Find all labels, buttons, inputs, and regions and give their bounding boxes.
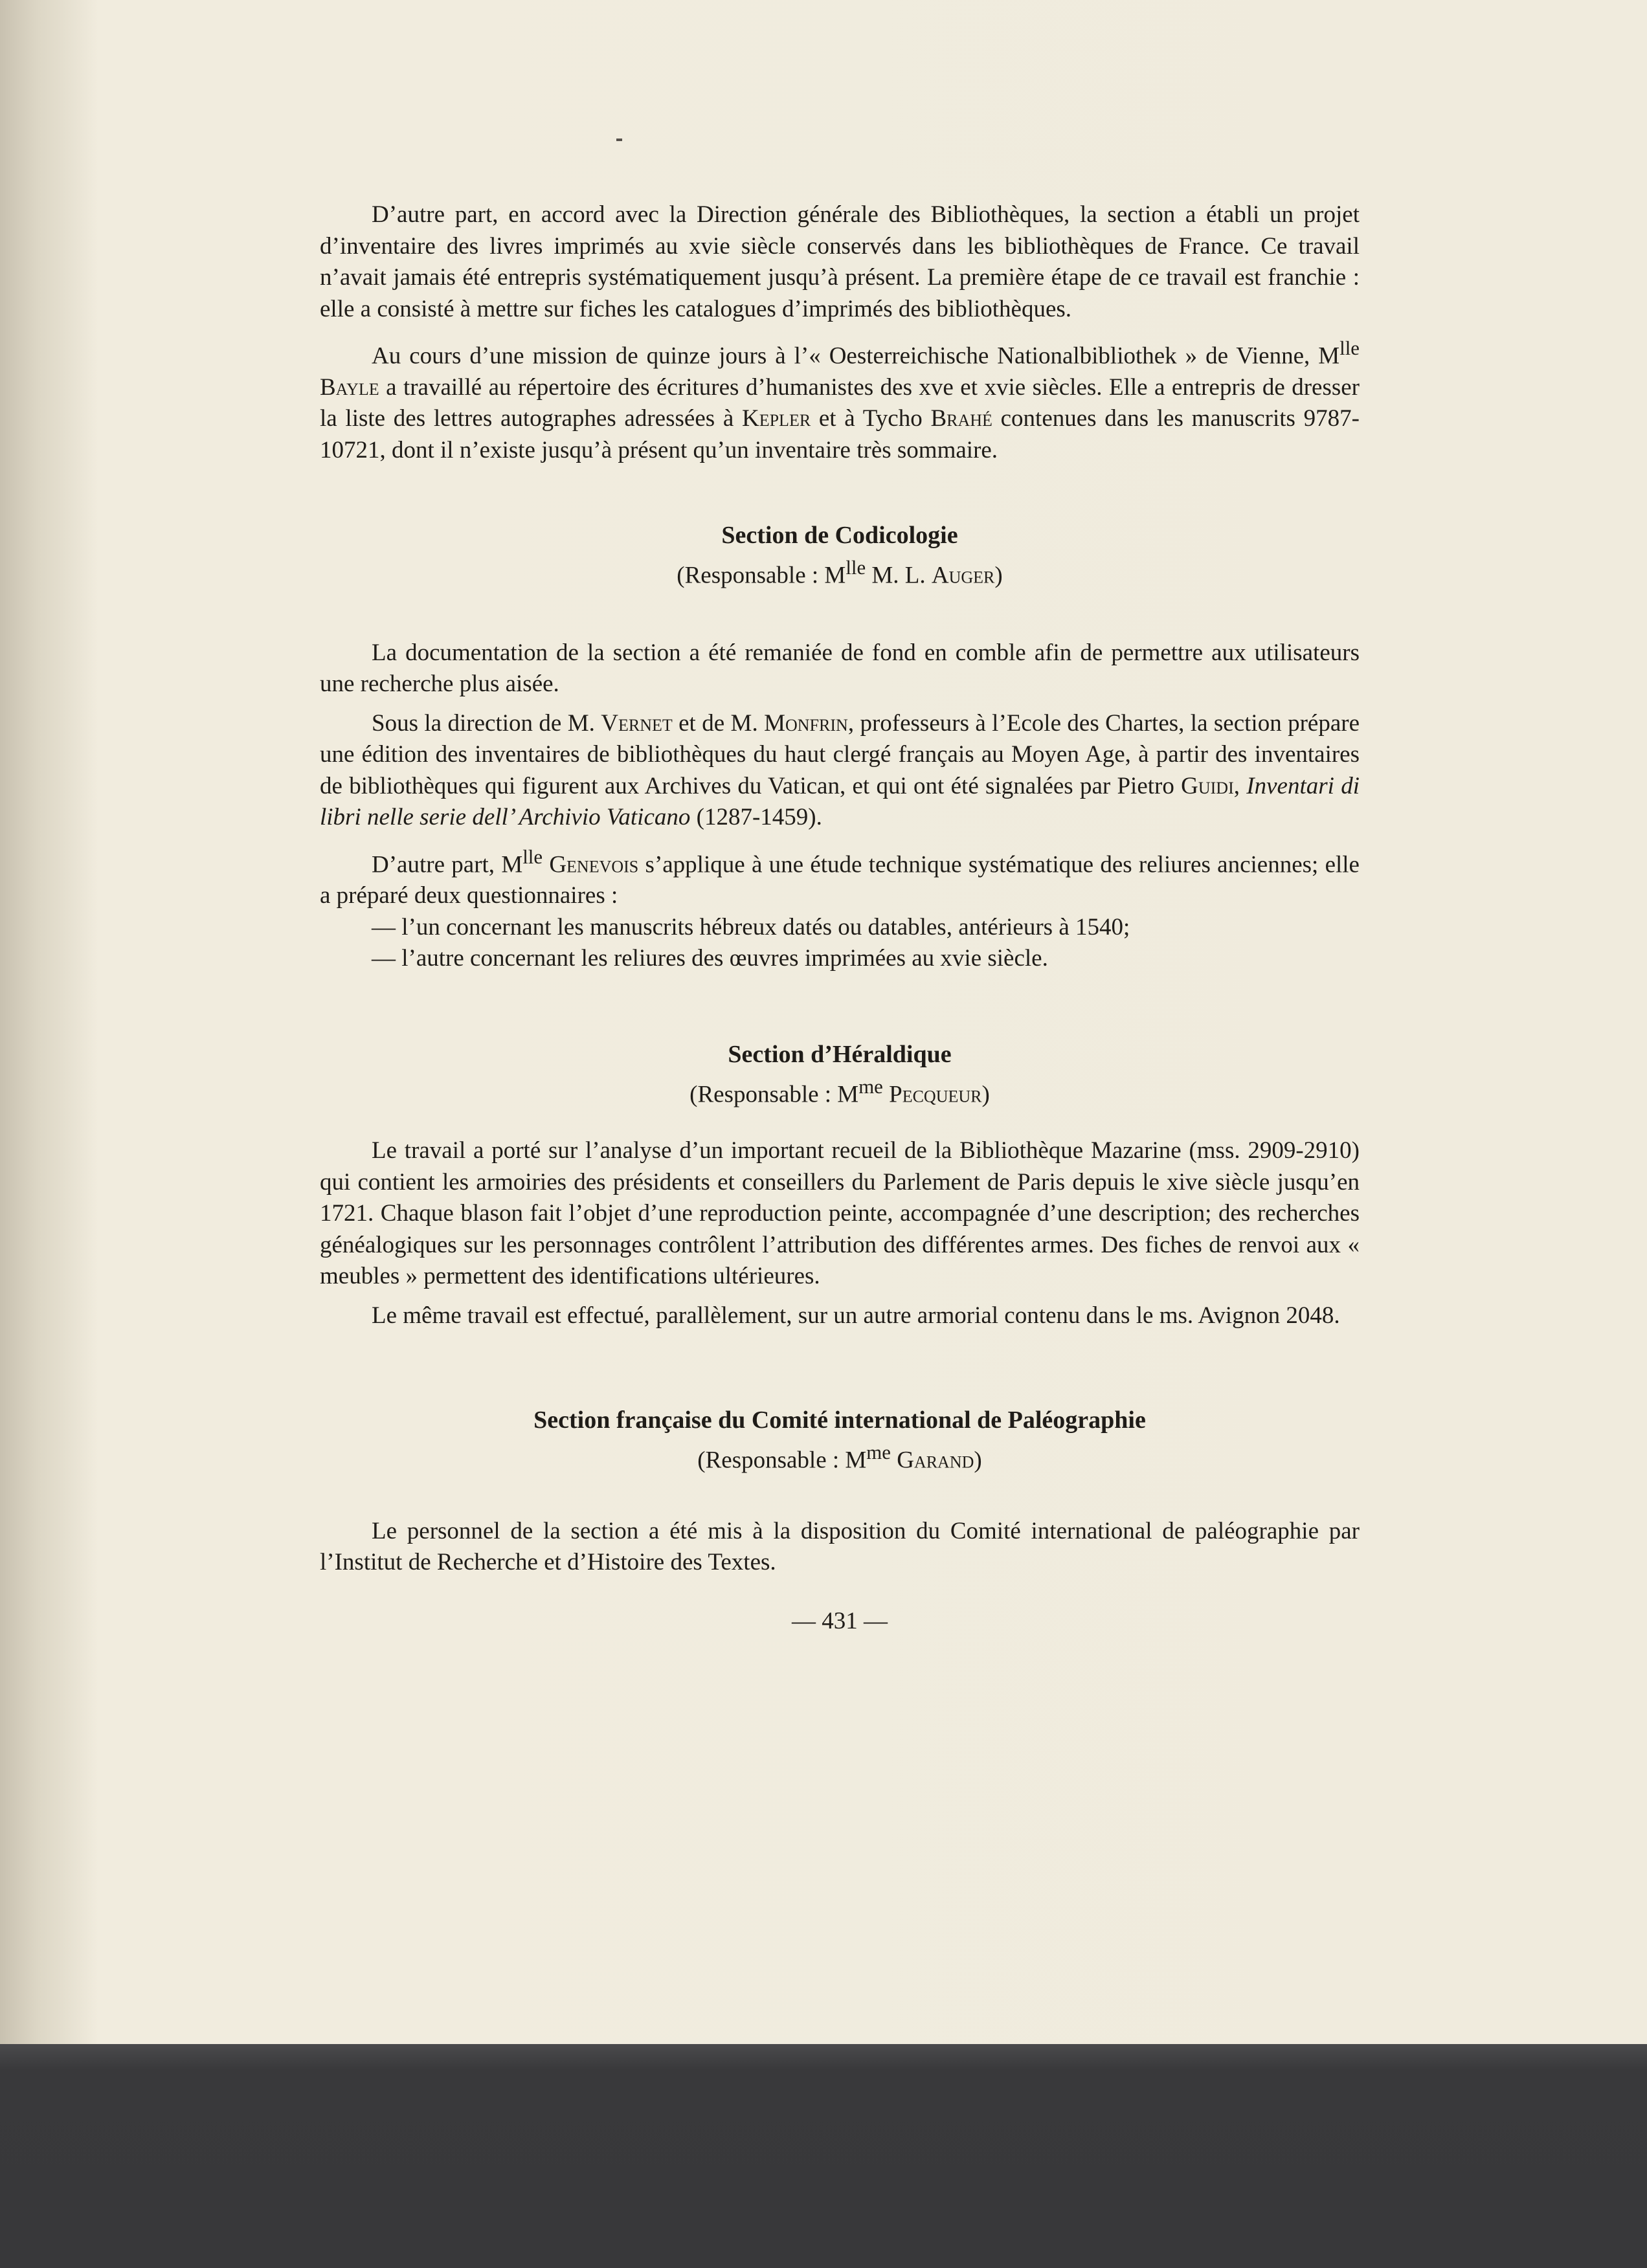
person-name: Genevois <box>549 850 639 878</box>
section-heading-codicologie: Section de Codicologie <box>721 522 958 550</box>
person-name: Kepler <box>742 405 811 432</box>
ink-mark <box>616 139 622 141</box>
section-heading-paleographie: Section française du Comité international de Paléographie <box>533 1406 1146 1434</box>
book-title: Inventari di libri nelle serie dell’ Archivio Vaticano <box>320 772 1360 831</box>
section-responsable-heraldique: (Responsable : $M^{me}$ Pecqueur) <box>689 1075 990 1108</box>
paragraph-mission-vienne: Au cours d’une mission de quinze jours à l’« Oesterreichische Nationalbibliothek » de Vienne, $M^{lle}$ Bayle a travaillé au répertoire des écritures d’humanistes des xve et xvie siècles. Elle a entrepris de dresser la liste des lettres autographes adressées à Kepler et à Tycho Brahé contenues dans les manuscrits 9787-10721, dont il n’existe jusqu’à présent qu’un inventaire très sommaire. <box>320 337 1360 463</box>
paragraph-reliures: D’autre part, $M^{lle}$ Genevois s’applique à une étude technique systématique des reliures anciennes; elle a préparé deux questionnaires : <box>320 845 1360 909</box>
paragraph-personnel: Le personnel de la section a été mis à la disposition du Comité international de paléographie par l’Institut de Recherche et d’Histoire des Textes. <box>320 1517 1360 1576</box>
paragraph-inventaire: D’autre part, en accord avec la Direction générale des Bibliothèques, la section a établi un projet d’inventaire des livres imprimés au xvie siècle conservés dans les bibliothèques de France. Ce travail n’avait jamais été entrepris systématiquement jusqu’à présent. La première étape de ce travail est franchie : elle a consisté à mettre sur fiches les catalogues d’imprimés des bibliothèques. <box>320 201 1360 322</box>
page-binding-shadow <box>0 0 97 2044</box>
paragraph-armorial-avignon: Le même travail est effectué, parallèlement, sur un autre armorial contenu dans le ms. Avignon 2048. <box>372 1302 1340 1329</box>
paragraph-documentation: La documentation de la section a été remaniée de fond en comble afin de permettre aux utilisateurs une recherche plus aisée. <box>320 639 1360 698</box>
list-item: — l’autre concernant les reliures des œuvres imprimées au xvie siècle. <box>372 945 1048 972</box>
text-column <box>320 199 1360 1661</box>
paragraph-edition-inventaires: Sous la direction de M. Vernet et de M. Monfrin, professeurs à l’Ecole des Chartes, la section prépare une édition des inventaires de bibliothèques du haut clergé français au Moyen Age, à partir des inventaires de bibliothèques qui figurent aux Archives du Vatican, et qui ont été signalées par Pietro Guidi, Inventari di libri nelle serie dell’ Archivio Vaticano (1287-1459). <box>320 709 1360 831</box>
person-name: Vernet <box>601 709 673 737</box>
person-name: Brahé <box>930 405 992 432</box>
scanner-background <box>0 2044 1647 2268</box>
page-number: — 431 — <box>792 1607 888 1634</box>
paragraph-armorial-mazarine: Le travail a porté sur l’analyse d’un important recueil de la Bibliothèque Mazarine (mss. 2909-2910) qui contient les armoiries des présidents et conseillers du Parlement de Paris depuis le xive siècle jusqu’en 1721. Chaque blason fait l’objet d’une reproduction peinte, accompagnée d’une description; des recherches généalogiques sur les personnages contrôlent l’attribution des différentes armes. Des fiches de renvoi aux « meubles » permettent des identifications ultérieures. <box>320 1137 1360 1290</box>
person-name: Guidi <box>1181 772 1234 799</box>
person-name: Bayle <box>320 373 379 401</box>
list-item: — l’un concernant les manuscrits hébreux datés ou datables, antérieurs à 1540; <box>372 913 1130 940</box>
section-heading-heraldique: Section d’Héraldique <box>728 1040 952 1068</box>
person-name: Monfrin <box>764 709 848 737</box>
section-responsable-paleographie: (Responsable : $M^{me}$ Garand) <box>697 1441 982 1474</box>
section-responsable-codicologie: (Responsable : $M^{lle}$ M. L. Auger) <box>677 557 1003 589</box>
